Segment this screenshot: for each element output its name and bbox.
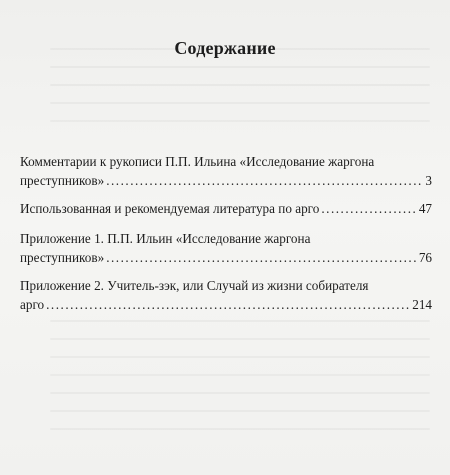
toc-entry-line — [20, 248, 432, 267]
toc-entry — [20, 199, 432, 218]
toc-page-number: 3 — [425, 173, 432, 188]
show-through-line — [50, 338, 430, 340]
toc-entry-line — [20, 276, 432, 295]
toc-page-number: 76 — [418, 250, 432, 265]
toc-entry-line — [20, 199, 432, 218]
toc-entry-title: Приложение 1. П.П. Ильин «Исследование жаргона — [20, 231, 311, 246]
show-through-line — [50, 84, 430, 86]
toc-entry-title: Использованная и рекомендуемая литература по арго — [20, 201, 320, 216]
show-through-line — [50, 410, 430, 412]
show-through-line — [50, 356, 430, 358]
toc-entry-title-continued: арго — [20, 297, 45, 312]
show-through-line — [50, 66, 430, 68]
show-through-line — [50, 374, 430, 376]
show-through-line — [50, 428, 430, 430]
toc-entry-line — [20, 295, 432, 314]
toc-entry — [20, 152, 432, 190]
show-through-line — [50, 120, 430, 122]
toc-entry-title-continued: преступников» — [20, 173, 105, 188]
dot-leader — [106, 171, 423, 190]
dot-leader — [321, 199, 416, 218]
toc-page-number: 214 — [412, 297, 432, 312]
toc-entry-line — [20, 229, 432, 248]
page-title: Содержание — [174, 38, 276, 58]
toc-entry-title: Приложение 2. Учитель-зэк, или Случай из жизни собирателя — [20, 278, 369, 293]
show-through-line — [50, 102, 430, 104]
show-through-line — [50, 392, 430, 394]
dot-leader — [106, 248, 417, 267]
toc-entry-line — [20, 152, 432, 171]
toc-page-number: 47 — [418, 201, 432, 216]
toc-entry-title: Комментарии к рукописи П.П. Ильина «Исследование жаргона — [20, 154, 375, 169]
toc-entry-title-continued: преступников» — [20, 250, 105, 265]
toc-entry — [20, 276, 432, 314]
toc-entry-line — [20, 171, 432, 190]
toc-entry — [20, 229, 432, 267]
dot-leader — [46, 295, 410, 314]
show-through-line — [50, 320, 430, 322]
